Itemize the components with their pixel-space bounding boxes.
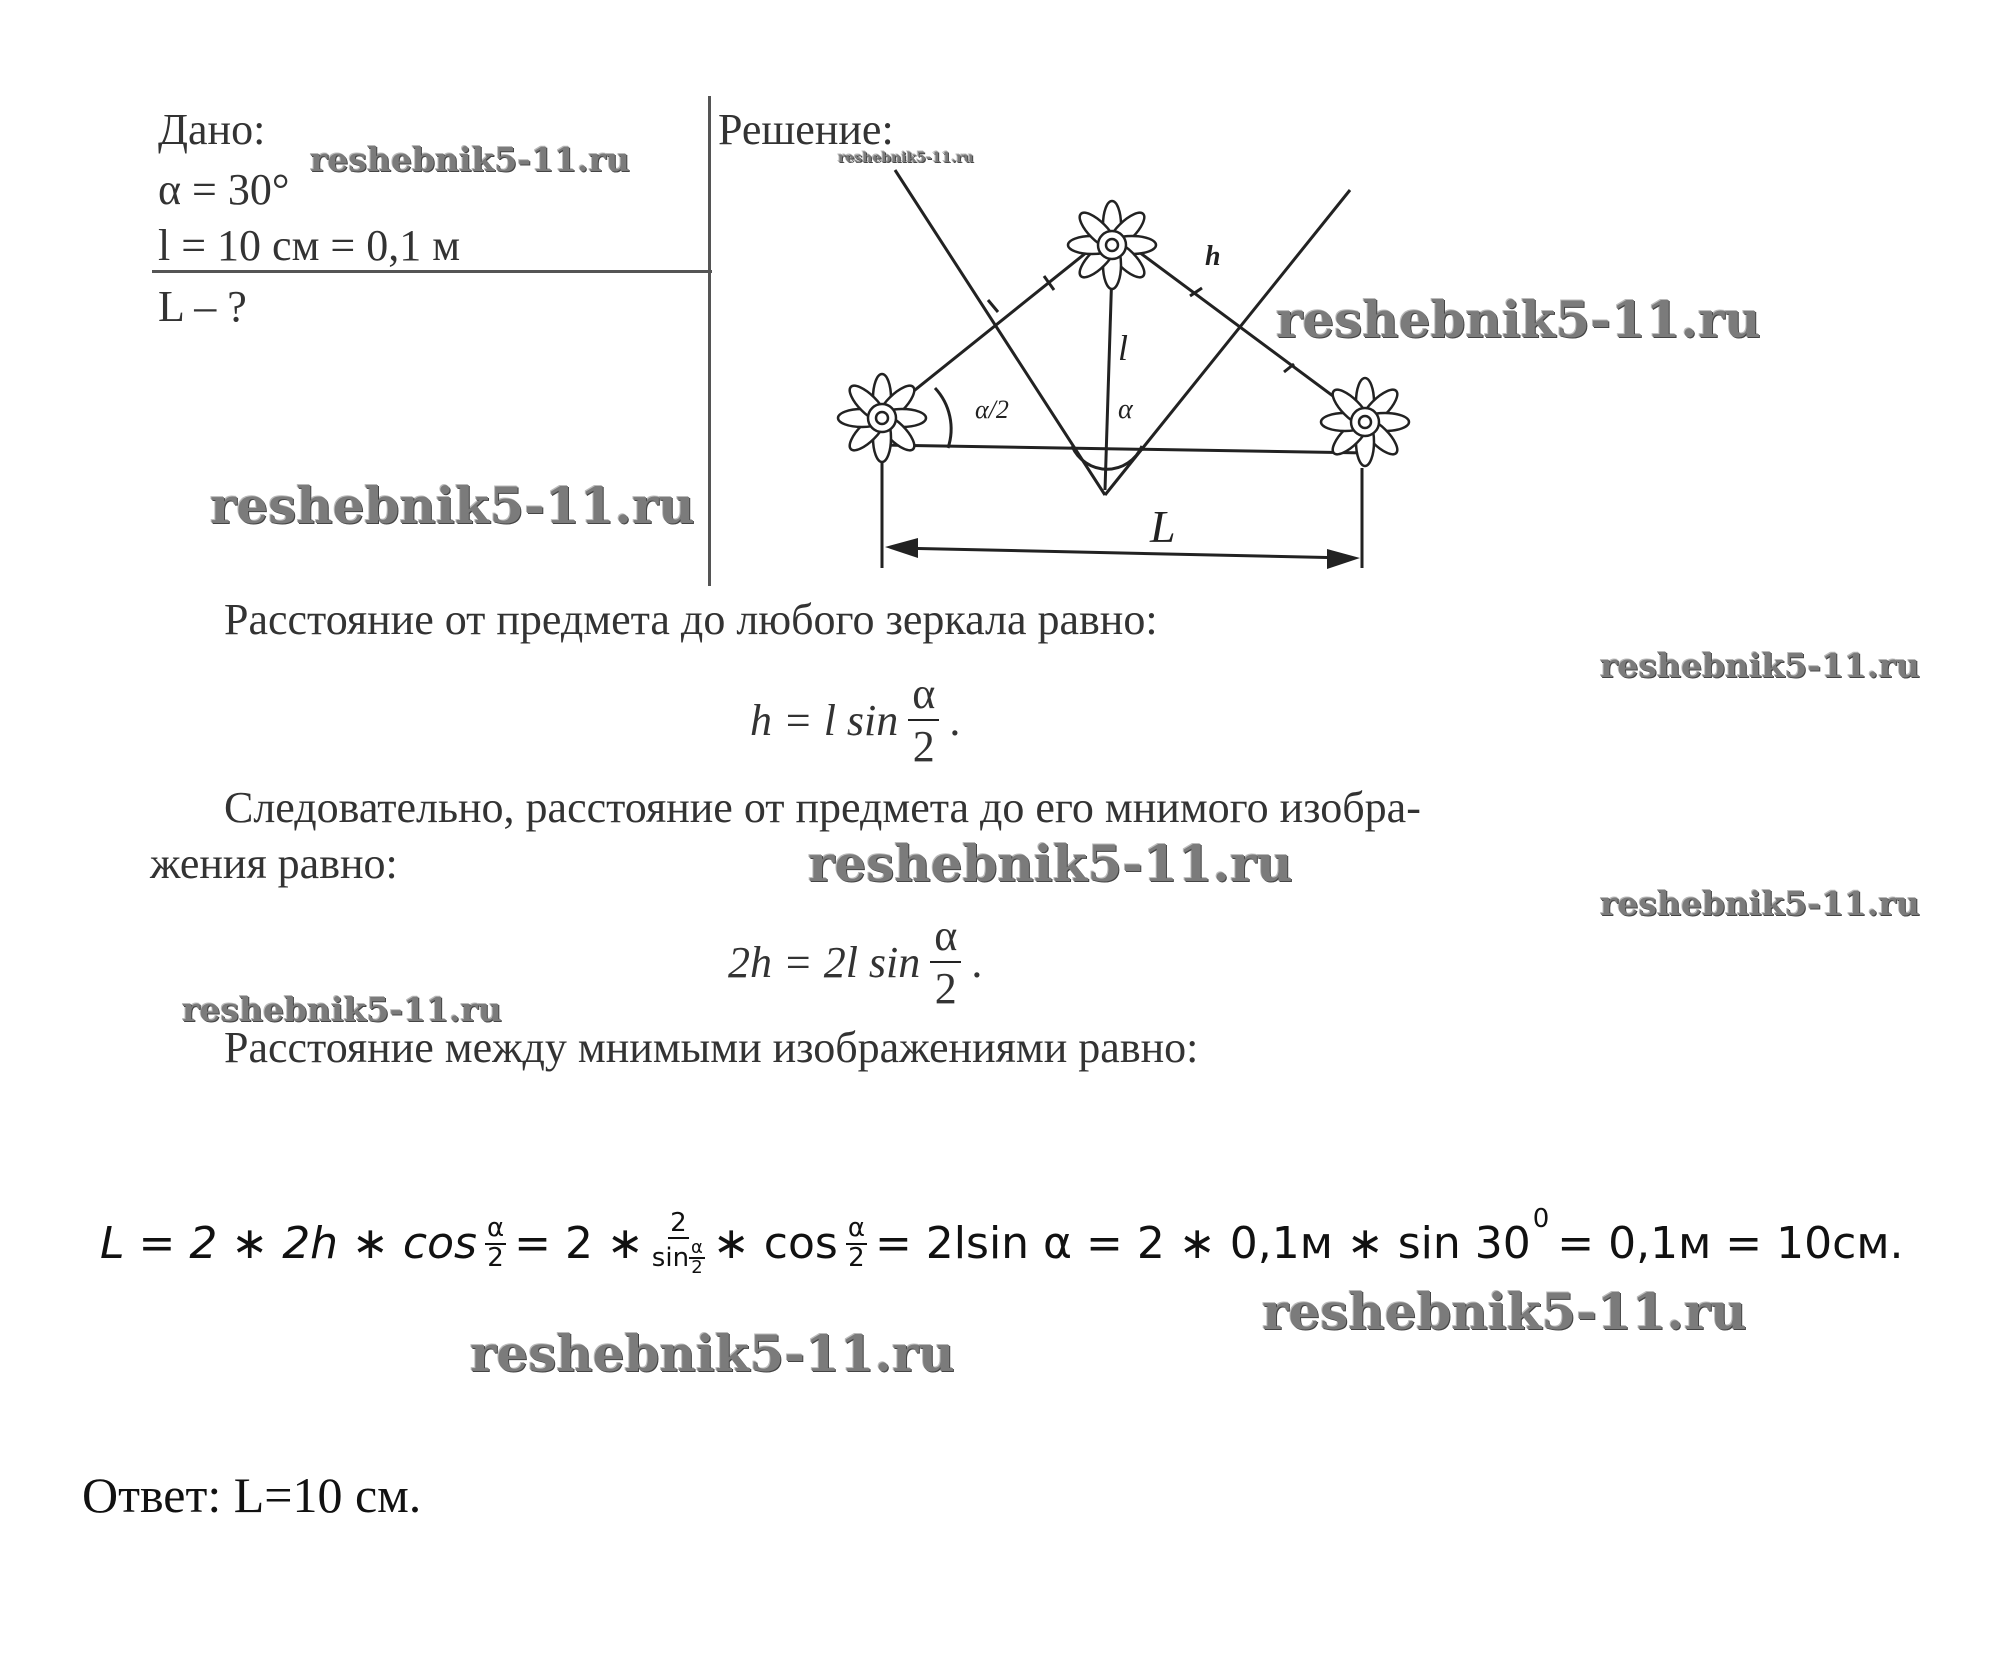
formula-2h-lhs: 2h = 2l sin — [728, 937, 921, 987]
final-sup: 0 — [1532, 1204, 1550, 1234]
final-frac2-den-text: sin — [651, 1242, 690, 1273]
given-find: L – ? — [158, 282, 247, 331]
formula-2h-den: 2 — [934, 964, 957, 1013]
watermark: reshebnik5-11.ru — [1276, 290, 1761, 349]
formula-2h-num: α — [930, 910, 961, 963]
formula-2h — [728, 910, 982, 1014]
flower-top — [1068, 201, 1156, 289]
paragraph-distance-to-image-line1: Следовательно, расстояние от предмета до его мнимого изобра- — [224, 783, 1421, 832]
watermark: reshebnik5-11.ru — [470, 1324, 955, 1383]
distance-l — [1105, 268, 1112, 490]
final-frac3 — [846, 1215, 867, 1272]
flower-right — [1321, 378, 1409, 466]
paragraph-distance-to-mirror: Расстояние от предмета до любого зеркала равно: — [224, 595, 1158, 644]
paragraph-distance-to-image-line2: жения равно: — [150, 839, 398, 888]
final-part5: = 0,1м = 10см. — [1557, 1218, 1904, 1270]
final-frac2-den-num: α — [691, 1237, 703, 1259]
watermark: reshebnik5-11.ru — [838, 150, 974, 166]
formula-h-end: . — [949, 695, 961, 745]
final-frac3-num: α — [847, 1213, 865, 1244]
image-baseline — [880, 445, 1368, 453]
given-title: Дано: — [158, 105, 266, 154]
solution-title: Решение: — [718, 105, 894, 154]
formula-2h-end: . — [971, 937, 983, 987]
final-frac2 — [652, 1210, 705, 1277]
label-alpha: α — [1118, 394, 1133, 425]
watermark: reshebnik5-11.ru — [808, 834, 1293, 893]
l-dimension-arrow — [895, 548, 1350, 558]
final-part2: = 2 ∗ — [514, 1218, 644, 1270]
final-frac2-den-frac — [689, 1239, 705, 1277]
flower-left — [838, 374, 926, 462]
final-formula — [100, 1204, 1904, 1279]
final-frac2-num: 2 — [670, 1208, 687, 1238]
formula-h — [750, 668, 960, 772]
mirror-diagram — [800, 150, 1500, 590]
formula-h-lhs: h = l sin — [750, 695, 899, 745]
final-frac2-den — [652, 1239, 705, 1277]
final-part3: ∗ cos — [712, 1218, 838, 1270]
given-horizontal-divider — [152, 270, 712, 273]
given-vertical-divider — [708, 96, 711, 586]
final-frac1 — [485, 1215, 506, 1272]
formula-h-num: α — [908, 668, 939, 721]
watermark: reshebnik5-11.ru — [1600, 884, 1920, 923]
final-frac1-den: 2 — [487, 1242, 504, 1273]
formula-h-den: 2 — [912, 722, 935, 771]
watermark: reshebnik5-11.ru — [1600, 646, 1920, 685]
label-half-alpha: α/2 — [975, 395, 1009, 424]
formula-2h-fraction — [930, 910, 961, 1014]
label-big-l: L — [1150, 501, 1176, 552]
final-part4: = 2lsin α = 2 ∗ 0,1м ∗ sin 30 — [874, 1218, 1531, 1270]
watermark: reshebnik5-11.ru — [182, 990, 502, 1029]
watermark: reshebnik5-11.ru — [1262, 1282, 1747, 1341]
given-length: l = 10 см = 0,1 м — [158, 221, 461, 270]
given-alpha: α = 30° — [158, 165, 290, 214]
answer: Ответ: L=10 см. — [82, 1467, 422, 1523]
label-l: l — [1118, 328, 1129, 368]
final-frac2-den-den: 2 — [691, 1257, 703, 1279]
label-h: h — [1205, 241, 1221, 272]
final-frac1-num: α — [486, 1213, 505, 1244]
formula-h-fraction — [908, 668, 939, 772]
final-frac3-den: 2 — [848, 1242, 865, 1273]
final-part1: L = 2 ∗ 2h ∗ cos — [100, 1218, 477, 1270]
watermark: reshebnik5-11.ru — [310, 140, 630, 179]
paragraph-distance-between-images: Расстояние между мнимыми изображениями равно: — [224, 1023, 1199, 1072]
watermark: reshebnik5-11.ru — [210, 476, 695, 535]
